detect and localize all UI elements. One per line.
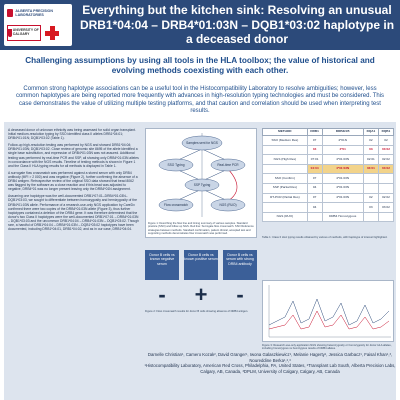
column-header: DRB3/4/5	[322, 129, 363, 136]
table-cell: 04	[307, 184, 322, 194]
timeline-node-label: NGS (RUO)	[219, 203, 237, 208]
table-cell	[263, 145, 308, 155]
table-cell	[378, 212, 393, 222]
serum-box-positive-control: Donor B cells vs known positive serum	[184, 250, 218, 280]
table-cell: 03	[363, 203, 378, 213]
body-text-column	[8, 128, 140, 234]
table-cell-highlighted: 03:01	[363, 164, 378, 174]
logo-row	[7, 24, 69, 42]
table-cell: 4*01:03N	[322, 155, 363, 165]
aps-logo-text: ALBERTA PRECISION LABORATORIES	[15, 9, 53, 17]
timeline-node-label: Flow crossmatch	[164, 203, 188, 208]
column-header: METHOD	[263, 129, 308, 136]
column-header: DRB1	[307, 129, 322, 136]
body-paragraph: Assuming one haplotype was the well-documented DRB1*07:01–DRB4*01:03N–DQB1*03:03, we sought to differentiate between homozygosity and hemizygosity of the DRB4*01:03N allele. Performance of a research-use-only NGS application by CareDx confirmed there were two copies of the DRB4*01:03N allele (Figure 3), thus further haplotypes contained a deletion of the DRB4 gene. It was therefore determined that the donor's two Class II haplotypes were the well-documented DRB1*07:01 – DRB4*01:03N – DQB1*03:03 and the uncommon DRB1*04:04 – DRB4*01:03N – DQB1*03:02. Though rare, a handful of DRB1*04:04 – DRB4*01:03N – DQB1*03:02 haplotypes have been documented, including DRB1*04:01, DRB1*04:02, and as in our case, DRB1*04:04.	[8, 194, 139, 232]
coverage-trace-2	[269, 311, 389, 329]
figure-1-caption: Figure 1: Describing the flow line and timing summary of various samples. Standard practice (SSO) and follow up NGS. Red line: Surrogate flow crossmatch. SSO Reference strategies between methods. Standard confirmation, patient clinical, accepted test and supporting methods demonstrates flow crossmatch was performed.	[148, 222, 254, 235]
table-cell: 07	[307, 136, 322, 146]
table-cell	[263, 203, 308, 213]
timeline-node-label: SSO Typing	[167, 163, 185, 168]
serum-box-negative-control: Donor B cells vs known negative serum	[145, 250, 179, 280]
author-names: Darnelle Christian¹, Camero Kozak², David Granger¹, Iwona Galaszkiewicz¹, Melanie Hagerty¹, Jessica Garbacz¹, Faisal Khan¹,³, Noureddine Berka¹,²,³	[147, 352, 393, 363]
timeline-node-label: SSP Typing	[193, 183, 211, 188]
university-of-calgary-logo	[7, 25, 41, 41]
figure-2-caption: Figure 2: Flow crossmatch results for donor B cells showing absence of DRB4 antigen.	[145, 310, 249, 313]
table-cell: 04	[307, 203, 322, 213]
figure-1-timeline	[145, 128, 257, 238]
table-cell: 4*01:03N	[322, 184, 363, 194]
table-row	[263, 203, 394, 213]
logo-panel	[4, 4, 72, 46]
table-cell: SSO (Confirm)	[263, 174, 308, 184]
poster-subtitle: Challenging assumptions by using all tools in the HLA toolbox; the value of historical and evolving methods coexisting with each other.	[25, 56, 375, 75]
table-row-highlighted	[263, 164, 394, 174]
table-cell-highlighted: 4*01:03N	[322, 164, 363, 174]
coverage-trace-1	[269, 299, 389, 325]
table-cell: 4*01:03N	[322, 174, 363, 184]
table-cell	[263, 164, 308, 174]
poster-title: Everything but the kitchen sink: Resolving an unusual DRB1*04:04 – DRB4*01:03N – DQB1*03:02 haplotype in a deceased donor	[79, 3, 395, 46]
body-paragraph: A surrogate flow crossmatch was performed against a stored serum with only DRB4 antibody (MFI > 2 000) and was negative (Figure 2), further confirming the absence of a DRB4 antigen. Retrospective review of the original SSO data showed that bead 8062 was flagged by the software as a close reaction and if this bead was adjusted to negative, DRB4*01 was no longer present leaving only the DRB4*01N assignment.	[8, 170, 138, 192]
table-cell: NGS (High Res)	[263, 155, 308, 165]
table-cell: 03:02	[378, 203, 393, 213]
table-cell: 07	[307, 193, 322, 203]
table-cell	[363, 212, 378, 222]
crossmatch-red-line	[228, 169, 237, 201]
table-cell: 03:02	[378, 145, 393, 155]
figure-3-caption: Figure 3: Research-use-only application NGS showing heterozygosity or homozygosity for donor HLA alleles, including homozygous vs hemizygous results of DRB4 alleles.	[262, 344, 392, 351]
column-header: DQA1	[363, 129, 378, 136]
result-negative-sign: -	[158, 282, 166, 307]
table-cell: 4*01N	[322, 136, 363, 146]
table-cell	[378, 184, 393, 194]
result-negative-sign: -	[236, 282, 244, 307]
table-1-caption: Table 1: Class II HLA typing results obtained by various of methods, with haplotype of interest highlighted.	[262, 236, 388, 239]
table-cell: 02	[378, 136, 393, 146]
table-row	[263, 193, 394, 203]
author-block	[144, 352, 396, 374]
table-row	[263, 155, 394, 165]
alberta-precision-labs-logo	[7, 7, 69, 19]
table-row	[263, 174, 394, 184]
table-cell	[378, 174, 393, 184]
intro-text: Common strong haplotype associations can be a useful tool in the Histocompatibility Laboratory to resolve ambiguities; however, less common haplotypes are being reported more frequently with advances in high-resolution typing technologies and must be considered. This case demonstrates the value of utilizing multiple testing platforms, and that caution and correlation should be used when interpreting test results.	[15, 86, 385, 115]
table-cell	[363, 184, 378, 194]
timeline-node	[159, 199, 193, 211]
figure-2-crossmatch	[145, 250, 257, 330]
result-positive-sign: +	[194, 282, 208, 307]
ucal-crest-icon	[8, 29, 12, 37]
timeline-node	[185, 179, 219, 191]
table-cell: 07	[307, 174, 322, 184]
body-paragraph: A deceased donor of unknown ethnicity was being assessed for solid organ transplant. Initial medium-resolution typing by SSO identified class II alleles DRB1*04:01; DRB4*01:01N; DQB1*03:02 (Table 1).	[8, 128, 136, 141]
poster-header	[0, 0, 400, 50]
table-cell: SSP (Partial Res)	[263, 184, 308, 194]
table-cell: 07:01	[307, 155, 322, 165]
serum-box-drb4-antibody: Donor B cells vs serum with strong DRB4 antibody	[223, 250, 257, 280]
column-header: DQB1	[378, 129, 393, 136]
table-row	[263, 184, 394, 194]
table-cell: 4*01	[322, 145, 363, 155]
table-cell: 02:02	[378, 155, 393, 165]
table-cell: SSO (Medium Res)	[263, 136, 308, 146]
table-cell-highlighted: 04:04	[307, 164, 322, 174]
table-cell: 02	[363, 136, 378, 146]
table-cell: RT-PCR (Partial Res)	[263, 193, 308, 203]
blood-services-cross-icon	[44, 25, 60, 41]
table-cell-highlighted: 03:02	[378, 164, 393, 174]
timeline-node-label: Real-time PCR	[217, 163, 239, 168]
timeline-node	[159, 159, 193, 171]
table-cell: 02:02	[378, 193, 393, 203]
table-row	[263, 136, 394, 146]
timeline-diagram	[146, 129, 258, 221]
table-cell: 4*01:03N	[322, 193, 363, 203]
timeline-node	[211, 199, 245, 211]
table-row	[263, 145, 394, 155]
table-cell	[363, 174, 378, 184]
ngs-coverage-plot	[263, 281, 395, 343]
table-cell: 02:01	[363, 155, 378, 165]
table-cell: 04	[307, 145, 322, 155]
table-cell	[322, 203, 363, 213]
table-cell: 03	[363, 145, 378, 155]
table-cell: NGS (RUO)	[263, 212, 308, 222]
author-affiliations: ¹Histocompatibility Laboratory, American Red Cross, Philadelphia, PA, United States, ²Transplant Lab South, Alberta Precision Labs, Calgary, AB, Canada, ³DPLM, University of Calgary, Calgary, AB, Canada	[144, 363, 396, 374]
table-cell: DRB4 Homozygous	[322, 212, 363, 222]
table-header-row	[263, 129, 394, 136]
figure-3-ngs-graph	[262, 280, 394, 342]
table-cell	[307, 212, 322, 222]
body-paragraph: Follow-up high-resolution testing was performed by NGS and showed DRB1*04:04; DRB4*01:03N; DQB1*03:02. Close review of genomic site 8695 of the allele identified a single base substitution, and expression of DRB4*01:03N was not assured. Additional testing was performed by real-time PCR and SSP, all showing only DRB4*01:03N alleles in concordance with the NGS results. Timeline of testing methods is shown in Figure 1 and the Class II HLA typing results for all methods is displayed in Table 1.	[8, 143, 139, 168]
content-panel	[4, 122, 396, 400]
aps-mark-icon	[7, 9, 13, 17]
table-row	[263, 212, 394, 222]
table-cell: 02	[363, 193, 378, 203]
timeline-node	[182, 136, 222, 150]
timeline-node-label: Samples sent for NGS	[186, 141, 218, 146]
table-1-hla-typing	[262, 128, 394, 222]
timeline-node	[211, 159, 245, 171]
ucal-logo-text: UNIVERSITY OF CALGARY	[12, 28, 39, 36]
